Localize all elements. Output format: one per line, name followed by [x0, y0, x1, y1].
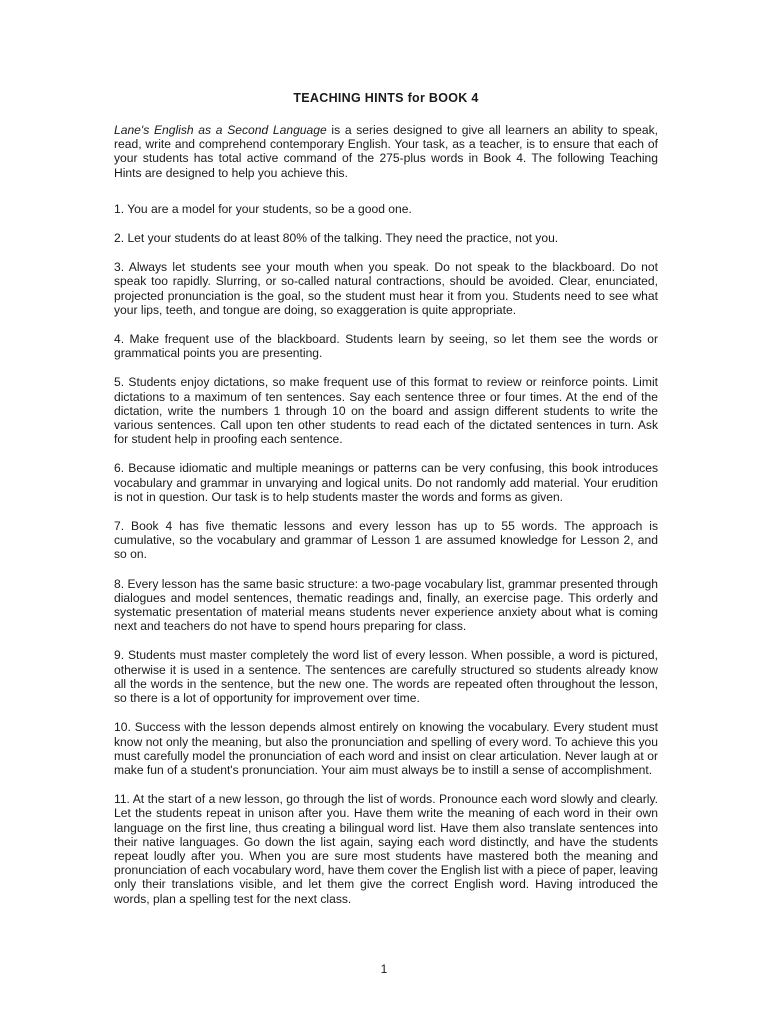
hint-9: 9. Students must master completely the word list of every lesson. When possible, a word is pictured, otherwise it is used in a sentence. The sentences are carefully structured so students already know all the words in the sentence, but the new one. The words are repeated often throughout the lesson, so there is a lot of opportunity for improvement over time. [114, 648, 658, 706]
hint-1: 1. You are a model for your students, so be a good one. [114, 201, 412, 216]
intro-paragraph [114, 123, 658, 180]
hint-11: 11. At the start of a new lesson, go through the list of words. Pronounce each word slowly and clearly. Let the students repeat in unison after you. Have them write the meaning of each word in their own language on the first line, thus creating a bilingual word list. Have them also translate sentences into their native languages. Go down the list again, saying each word distinctly, and have the students repeat loudly after you. When you are sure most students have mastered both the meaning and pronunciation of each vocabulary word, have them cover the English list with a piece of paper, leaving only their translations visible, and let them give the correct English word. Having introduced the words, plan a spelling test for the next class. [114, 792, 658, 906]
hint-8: 8. Every lesson has the same basic structure: a two-page vocabulary list, grammar presented through dialogues and model sentences, thematic readings and, finally, an exercise page. This orderly and systematic presentation of material means students never experience anxiety about what is coming next and teachers do not have to spend hours preparing for class. [114, 576, 658, 634]
hint-5: 5. Students enjoy dictations, so make frequent use of this format to review or reinforce points. Limit dictations to a maximum of ten sentences. Say each sentence three or four times. At the end of the dictation, write the numbers 1 through 10 on the board and assign different students to write the various sentences. Call upon ten other students to read each of the dictated sentences in turn. Ask for student help in proofing each sentence. [114, 375, 658, 447]
document-page [114, 91, 658, 921]
hint-10: 10. Success with the lesson depends almost entirely on knowing the vocabulary. Every student must know not only the meaning, but also the pronunciation and spelling of every word. To achieve this you must carefully model the pronunciation of each word and insist on clear articulation. Never laugh at or make fun of a student's pronunciation. Your aim must always be to instill a sense of accomplishment. [114, 720, 658, 777]
hint-6: 6. Because idiomatic and multiple meanings or patterns can be very confusing, this book introduces vocabulary and grammar in unvarying and logical units. Do not randomly add material. Your erudition is not in question. Our task is to help students master the words and forms as given. [114, 461, 658, 504]
page-number: 1 [380, 962, 388, 976]
book-title: Lane's English as a Second Language [114, 123, 327, 137]
hint-2: 2. Let your students do at least 80% of the talking. They need the practice, not you. [114, 231, 559, 246]
document-title: TEACHING HINTS for BOOK 4 [293, 91, 479, 105]
hint-3: 3. Always let students see your mouth when you speak. Do not speak to the blackboard. Do not speak too rapidly. Slurring, or so-called natural contractions, should be avoided. Clear, enunciated, projected pronunciation is the goal, so the student must hear it from you. Students need to see what your lips, teeth, and tongue are doing, so exaggeration is quite appropriate. [114, 260, 658, 317]
intro-text: is a series designed to give all learners an ability to speak, read, write and comprehend contemporary English. Your task, as a teacher, is to ensure that each of your students has total active command of the 275-plus words in Book 4. The following Teaching Hints are designed to help you achieve this. [114, 123, 658, 180]
hint-7: 7. Book 4 has five thematic lessons and every lesson has up to 55 words. The approach is cumulative, so the vocabulary and grammar of Lesson 1 are assumed knowledge for Lesson 2, and so on. [114, 519, 658, 562]
hint-4: 4. Make frequent use of the blackboard. Students learn by seeing, so let them see the words or grammatical points you are presenting. [114, 332, 658, 361]
